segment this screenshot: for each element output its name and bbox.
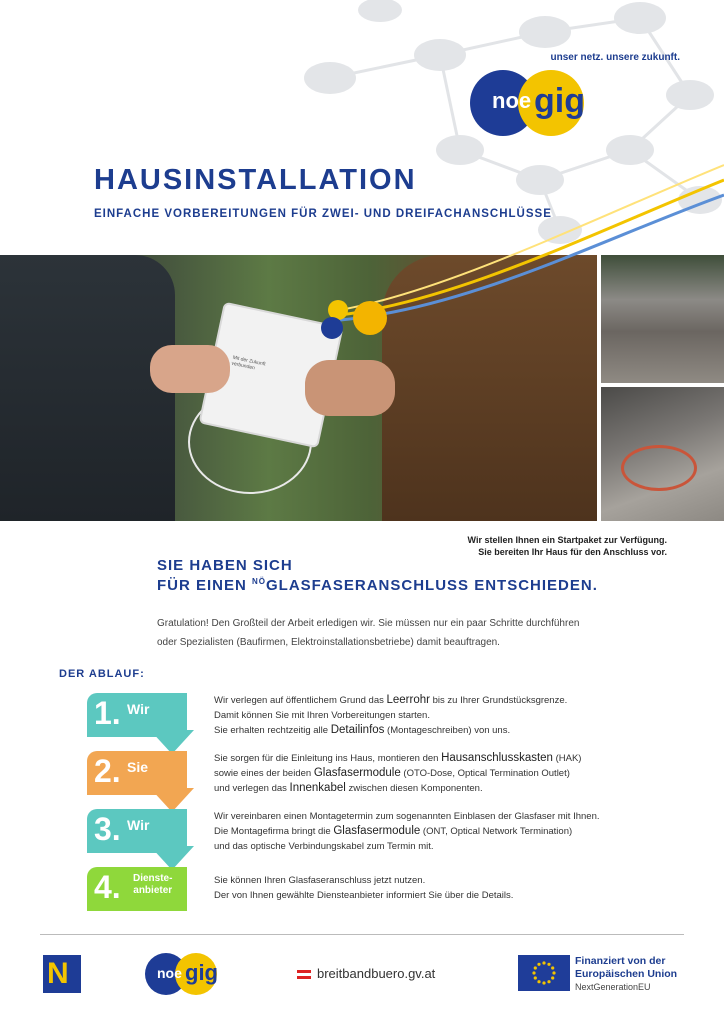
noegig-logo[interactable] — [470, 70, 620, 136]
footer-logo-noe-text: noe — [157, 965, 182, 981]
page-title: HAUSINSTALLATION — [94, 164, 417, 196]
step-3-badge: 3. Wir — [87, 809, 187, 853]
trench-photo — [601, 255, 724, 383]
footer-logo-gig-text: gig — [185, 960, 218, 985]
eu-flag-icon — [518, 955, 570, 991]
footer-noegig-logo[interactable] — [145, 953, 240, 995]
cable-coil-photo — [601, 387, 724, 521]
noe-state-logo[interactable]: N — [43, 955, 81, 993]
photo-caption-1: Wir stellen Ihnen ein Startpaket zur Verfügung. — [467, 535, 667, 545]
intro-text: Gratulation! Den Großteil der Arbeit erledigen wir. Sie müssen nur ein paar Schritte durchführen oder Spezialisten (Baufirmen, Elektroinstallationsbetriebe) damit beauftragen. — [157, 618, 580, 648]
photo-caption-2: Sie bereiten Ihr Haus für den Anschluss vor. — [478, 547, 667, 557]
step-4-text: Sie können Ihren Glasfaseranschluss jetzt nutzen. Der von Ihnen gewählte Diensteanbieter informiert Sie über die Details. — [214, 875, 514, 901]
breitbandbuero-link[interactable]: breitbandbuero.gv.at — [297, 966, 435, 981]
austria-flag-icon — [297, 970, 311, 979]
section-heading-2: FÜR EINEN $^{NÖ}$GLASFASERANSCHLUSS ENTSCHIEDEN. — [157, 577, 598, 594]
ablauf-label: DER ABLAUF: — [59, 668, 145, 680]
footer-divider — [40, 934, 684, 935]
step-1-badge: 1. Wir — [87, 693, 187, 737]
step-2-text: Sie sorgen für die Einleitung ins Haus, montieren den Hausanschlusskasten (HAK) sowie eines der beiden Glasfasermodule (OTO-Dose, Optical Termination Outlet) und verlegen das Innenkabel zwischen diesen Komponenten. — [214, 752, 582, 794]
step-3-text: Wir vereinbaren einen Montagetermin zum sogenannten Einblasen der Glasfaser mit Ihnen. Die Montagefirma bringt die Glasfasermodule (ONT, Optical Network Termination) und das optische Verbindungskabel zum Termin mit. — [214, 811, 600, 852]
tagline: unser netz. unsere zukunft. — [550, 52, 680, 63]
starter-box-text: Mit der Zukunft verbunden — [230, 354, 267, 372]
section-heading-1: SIE HABEN SICH — [157, 557, 293, 574]
logo-noe-text: noe — [492, 88, 532, 113]
page-subtitle: EINFACHE VORBEREITUNGEN FÜR ZWEI- UND DREIFACHANSCHLÜSSE — [94, 208, 552, 220]
step-2-badge: 2. Sie — [87, 751, 187, 795]
step-1-text: Wir verlegen auf öffentlichem Grund das Leerrohr bis zu Ihrer Grundstücksgrenze. Damit können Sie mit Ihren Vorbereitungen starten. Sie erhalten rechtzeitig alle Detailinfos (Montageschreiben) von uns. — [214, 694, 568, 736]
eu-funding-text: Finanziert von der Europäischen Union NextGenerationEU — [575, 955, 678, 992]
step-4-badge: 4. Dienste- anbieter — [87, 867, 187, 911]
logo-gig-text: gig — [534, 82, 585, 120]
